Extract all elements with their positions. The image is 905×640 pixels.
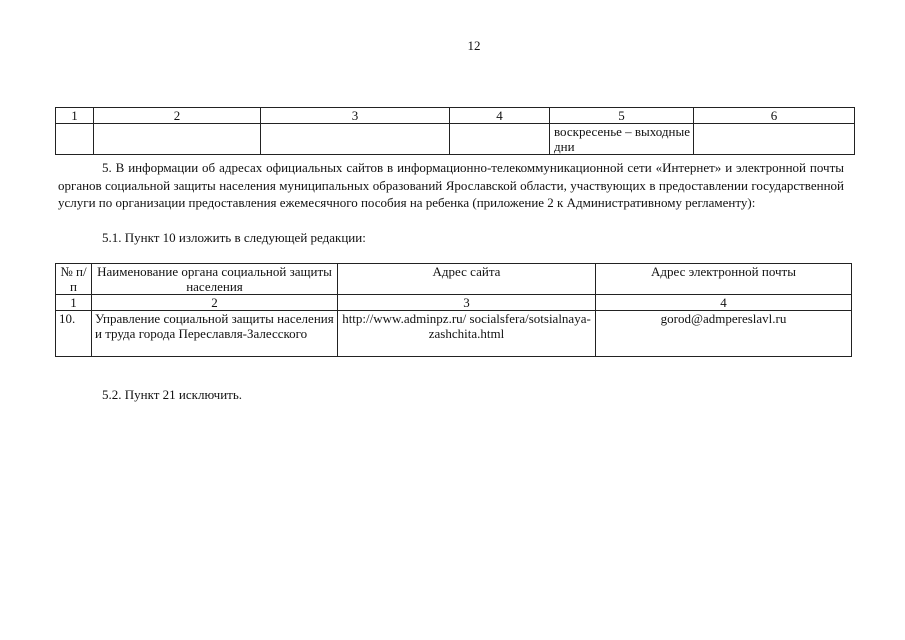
paragraph-5-1: 5.1. Пункт 10 изложить в следующей редакции: bbox=[102, 230, 366, 245]
table-cell bbox=[94, 124, 261, 155]
table-cell bbox=[56, 124, 94, 155]
paragraph-5-2: 5.2. Пункт 21 исключить. bbox=[102, 387, 243, 402]
header-email: Адрес электронной почты bbox=[596, 264, 852, 295]
sites-table bbox=[55, 263, 852, 357]
page-number: 12 bbox=[467, 38, 481, 53]
col-number-6: 6 bbox=[694, 108, 855, 124]
col-number-4: 4 bbox=[450, 108, 550, 124]
schedule-table-fragment bbox=[55, 107, 855, 155]
col-number-1: 1 bbox=[56, 295, 92, 311]
table-row bbox=[56, 311, 852, 357]
table-header-row bbox=[56, 108, 855, 124]
table-cell bbox=[261, 124, 450, 155]
table-row bbox=[56, 124, 855, 155]
table-cell bbox=[694, 124, 855, 155]
col-number-3: 3 bbox=[261, 108, 450, 124]
col-number-2: 2 bbox=[94, 108, 261, 124]
days-off-cell: воскресенье – выходные дни bbox=[550, 124, 694, 155]
header-org-name: Наименование органа социальной защиты населения bbox=[92, 264, 338, 295]
row-number: 10. bbox=[56, 311, 92, 357]
header-site: Адрес сайта bbox=[338, 264, 596, 295]
col-number-5: 5 bbox=[550, 108, 694, 124]
sites-table-col-numbers bbox=[56, 295, 852, 311]
sites-table-header bbox=[56, 264, 852, 295]
col-number-4: 4 bbox=[596, 295, 852, 311]
email-address: gorod@admpereslavl.ru bbox=[596, 311, 852, 357]
org-name: Управление социальной защиты населения и труда города Переславля-Залесского bbox=[92, 311, 338, 357]
site-address: http://www.adminpz.ru/ socialsfera/sotsialnaya-zashchita.html bbox=[338, 311, 596, 357]
col-number-1: 1 bbox=[56, 108, 94, 124]
col-number-2: 2 bbox=[92, 295, 338, 311]
header-number: № п/п bbox=[56, 264, 92, 295]
col-number-3: 3 bbox=[338, 295, 596, 311]
paragraph-5: 5. В информации об адресах официальных сайтов в информационно-телекоммуникационной сети «Интернет» и электронной почты органов социальной защиты населения муниципальных образований Ярославской области, участвующих в предоставлении государственной услуги по организации предоставления ежемесячного пособия на ребенка (приложение 2 к Административному регламенту): bbox=[58, 160, 844, 210]
table-cell bbox=[450, 124, 550, 155]
